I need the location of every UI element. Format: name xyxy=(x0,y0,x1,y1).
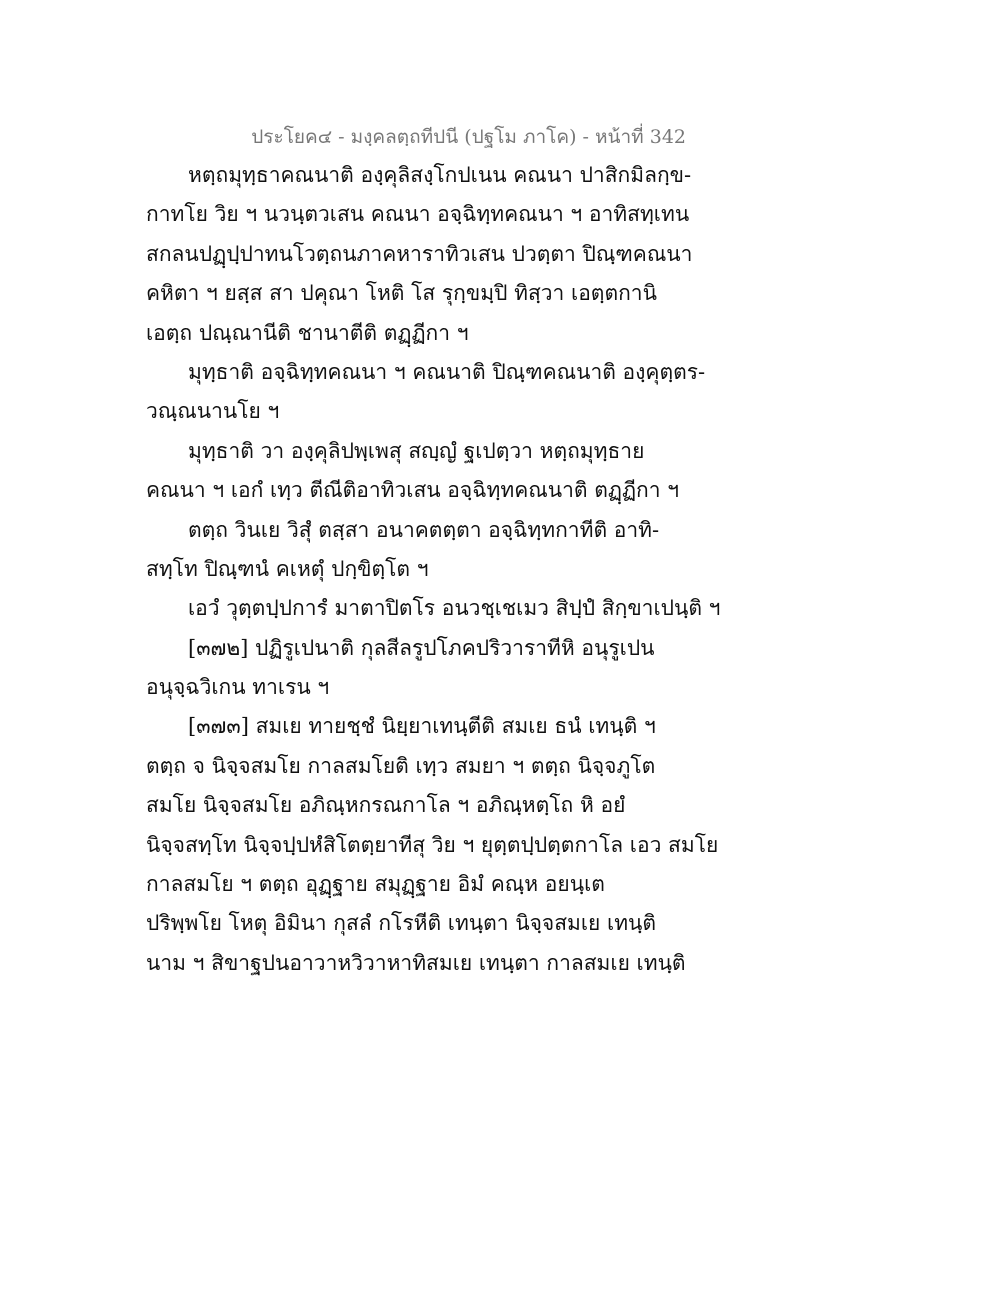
text-line: วณฺณนานโย ฯ xyxy=(146,399,280,424)
text-line: อนุจฺฉวิเกน ทาเรน ฯ xyxy=(146,675,330,700)
text-line: กาทโย วิย ฯ นวนฺตวเสน คณนา อจฺฉิทฺทคณนา ฯ อาทิสทฺเทน xyxy=(146,202,690,227)
text-line: ปริพฺพโย โหตุ อิมินา กุสลํ กโรหีติ เทนฺตา นิจฺจสมเย เทนฺติ xyxy=(146,911,657,936)
text-line: กาลสมโย ฯ ตตฺถ อุฏฺฐาย สมุฏฺฐาย อิมํ คณฺห อยนฺเต xyxy=(146,872,605,897)
text-line: ตตฺถ วินเย วิสุํ ตสฺสา อนาคตตฺตา อจฺฉิทฺทกาทีติ อาทิ- xyxy=(188,517,660,542)
text-line: หตฺถมุทฺธาคณนาติ องฺคุลิสงฺโกปเนน คณนา ปาสิกมิลกฺข- xyxy=(188,163,692,187)
page-header: ประโยค๔ - มงฺคลตฺถทีปนี (ปฐโม ภาโค) - หน้าที่ 342 xyxy=(251,126,686,148)
text-line: เอตฺถ ปณฺณานีติ ชานาตีติ ตฏฺฏีกา ฯ xyxy=(146,320,469,345)
text-line: คณนา ฯ เอกํ เทฺว ตีณีติอาทิวเสน อจฺฉิทฺทคณนาติ ตฏฺฏีกา ฯ xyxy=(146,478,680,503)
text-line: นาม ฯ สิขาฐปนอาวาหวิวาหาทิสมเย เทนฺตา กาลสมเย เทนฺติ xyxy=(146,950,686,975)
text-line: เอวํ วุตฺตปฺปการํ มาตาปิตโร อนวชฺเชเมว สิปฺปํ สิกฺขาเปนฺติ ฯ xyxy=(188,596,721,621)
body-text xyxy=(146,156,721,983)
text-line: คหิตา ฯ ยสฺส สา ปคุณา โหติ โส รุกฺขมฺปิ ทิสฺวา เอตฺตกานิ xyxy=(146,281,657,306)
text-line: สกลนปฏฺปฺปาทนโวตฺถนภาคหาราทิวเสน ปวตฺตา ปิณฺฑคณนา xyxy=(146,241,693,266)
text-line: [๓๗๓] สมเย ทายชฺชํ นิยฺยาเทนฺตีติ สมเย ธนํ เทนฺติ ฯ xyxy=(188,714,656,739)
text-line: [๓๗๒] ปฏิรูเปนาติ กุลสีลรูปโภคปริวาราทีหิ อนุรูเปน xyxy=(188,635,655,660)
text-line: นิจฺจสทฺโท นิจฺจปฺปหํสิโตตฺยาทีสุ วิย ฯ ยุตฺตปฺปตฺตกาโล เอว สมโย xyxy=(146,832,719,857)
text-line: มุทฺธาติ วา องฺคุลิปพฺเพสุ สญฺญํ ฐเปตฺวา หตฺถมุทฺธาย xyxy=(188,438,645,463)
text-line: มุทฺธาติ อจฺฉิทฺทคณนา ฯ คณนาติ ปิณฺฑคณนาติ องฺคุตฺตร- xyxy=(188,359,706,384)
text-line: สมโย นิจฺจสมโย อภิณฺหกรณกาโล ฯ อภิณฺหตฺโถ หิ อยํ xyxy=(146,793,626,818)
text-line: สทฺโท ปิณฺฑนํ คเหตุํ ปกฺขิตฺโต ฯ xyxy=(146,556,429,581)
text-line: ตตฺถ จ นิจฺจสมโย กาลสมโยติ เทฺว สมยา ฯ ตตฺถ นิจฺจภูโต xyxy=(146,753,656,778)
